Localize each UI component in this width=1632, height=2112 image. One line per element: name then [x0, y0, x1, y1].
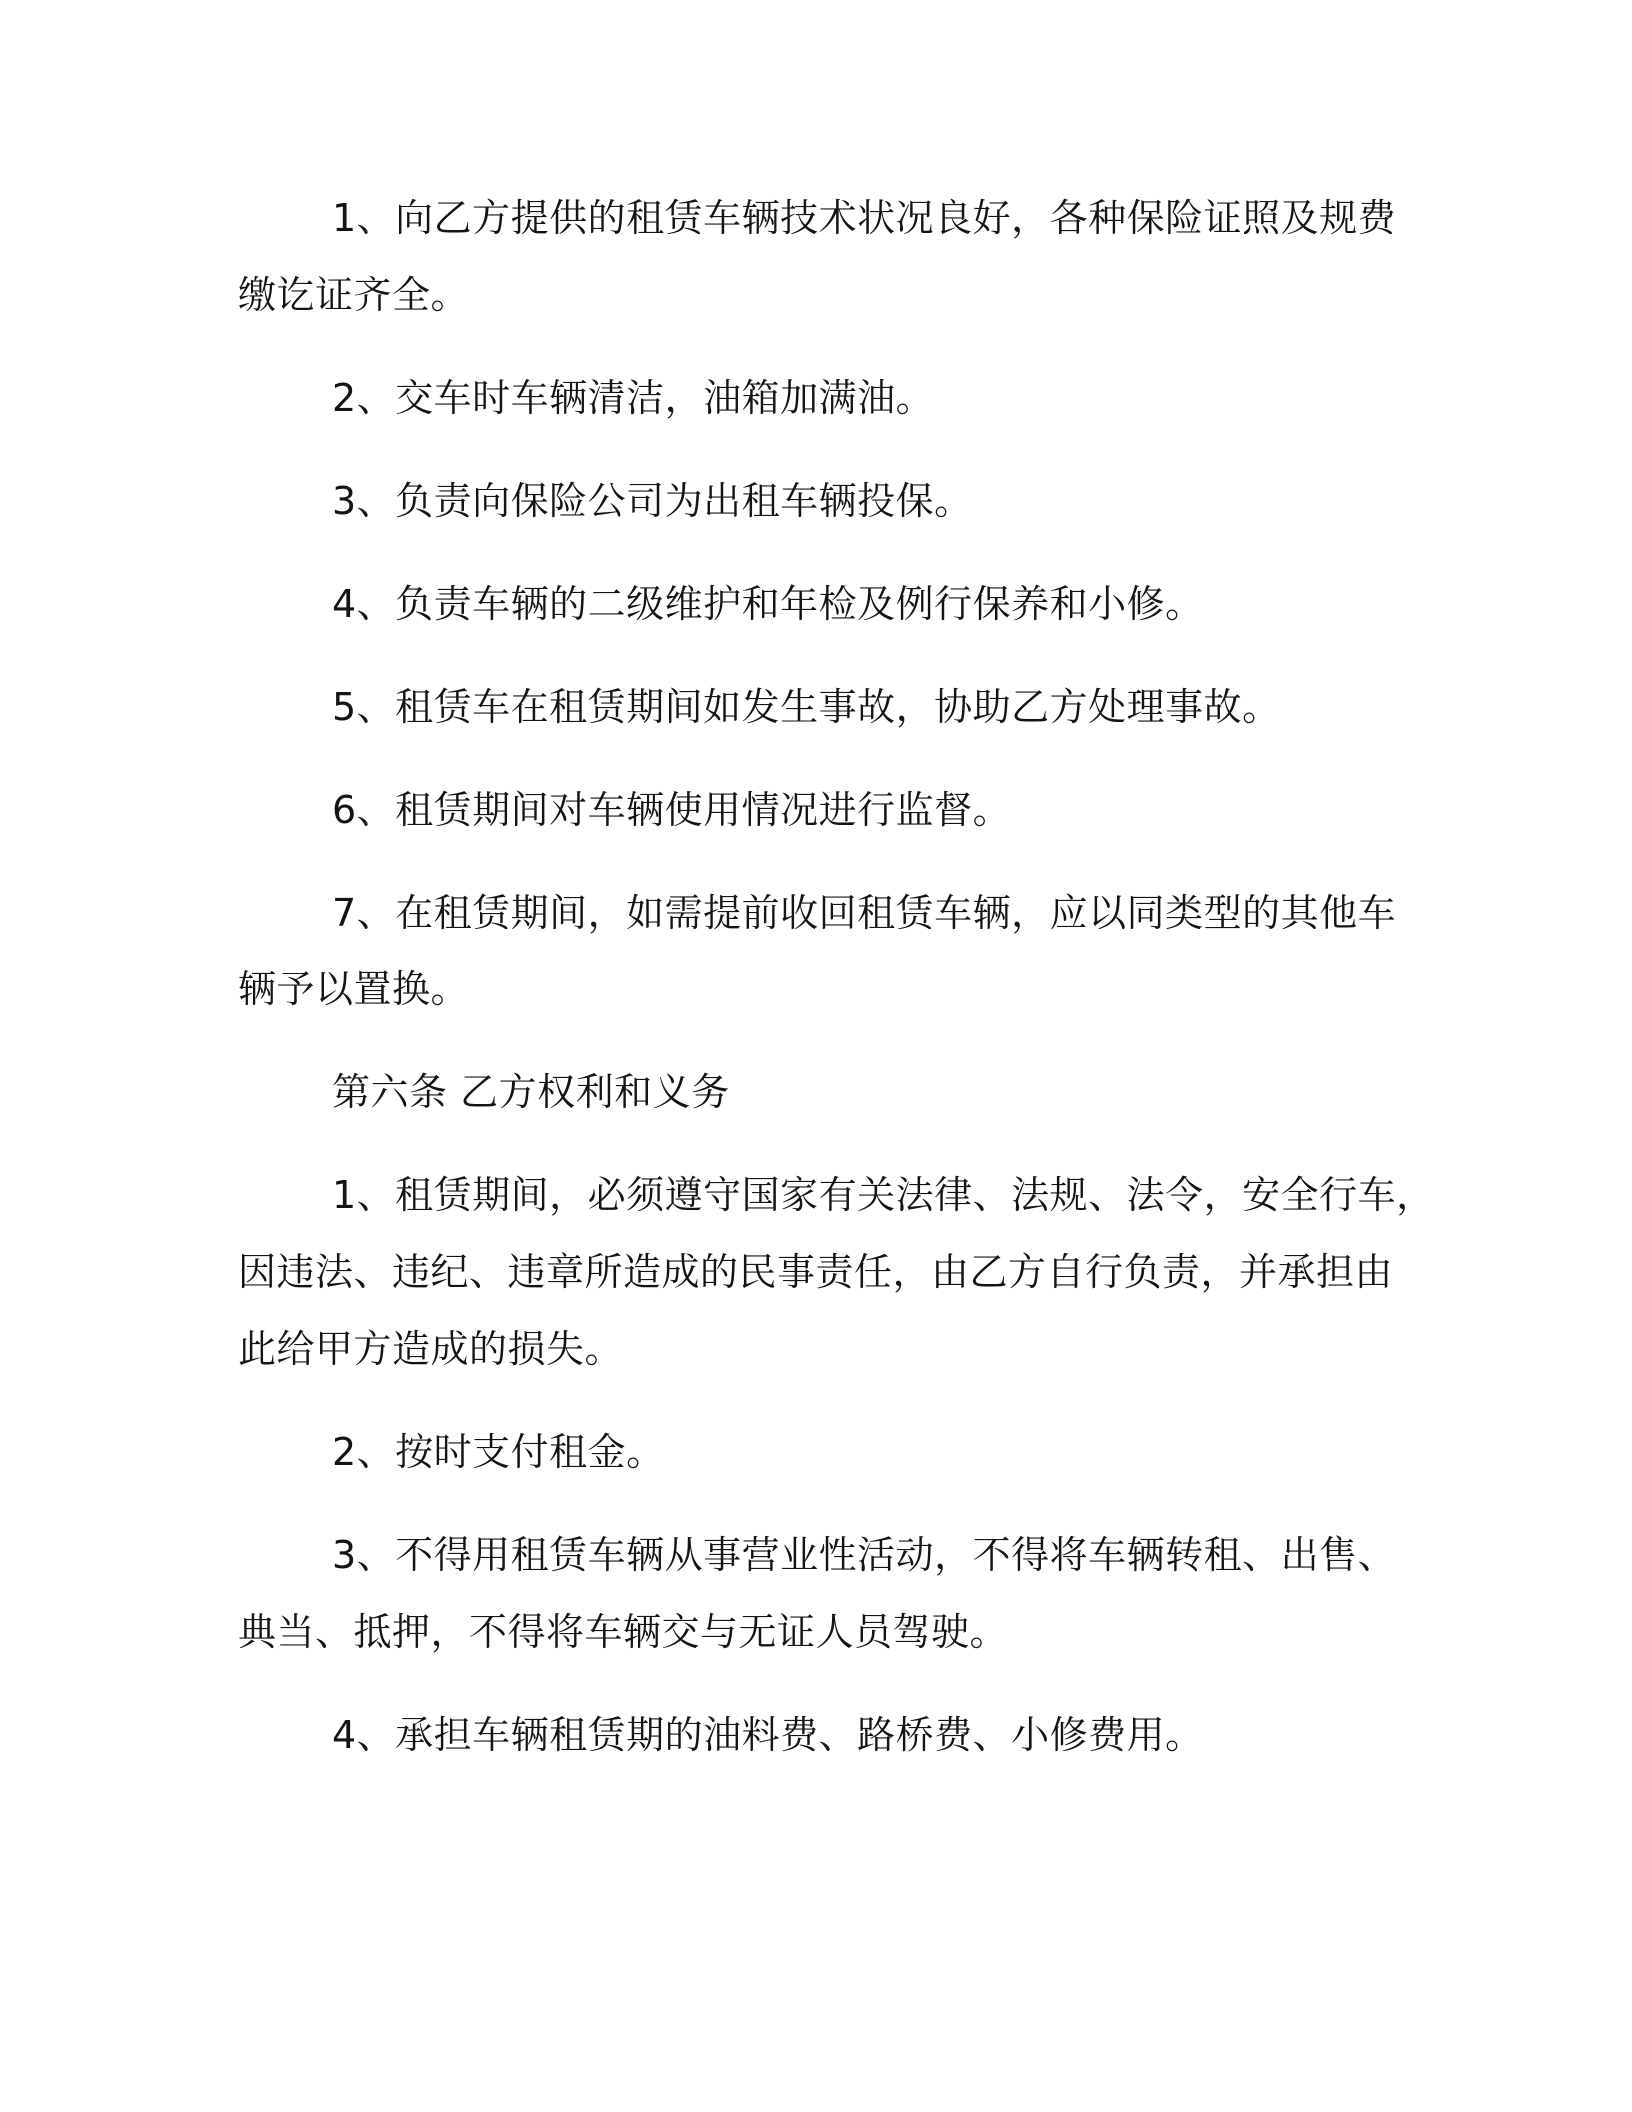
- landlord-duty-6: 6、租赁期间对车辆使用情况进行监督。: [332, 788, 1012, 832]
- landlord-duty-5: 5、租赁车在租赁期间如发生事故，协助乙方处理事故。: [332, 685, 1281, 729]
- landlord-duty-4: 4、负责车辆的二级维护和年检及例行保养和小修。: [332, 582, 1204, 626]
- tenant-duty-1-line-3: 此给甲方造成的损失。: [238, 1327, 624, 1371]
- tenant-duty-2: 2、按时支付租金。: [332, 1430, 665, 1474]
- tenant-duty-4: 4、承担车辆租赁期的油料费、路桥费、小修费用。: [332, 1713, 1204, 1757]
- tenant-duty-1-line-2: 因违法、违纪、违章所造成的民事责任，由乙方自行负责，并承担由: [238, 1250, 1394, 1294]
- landlord-duty-1-line-2: 缴讫证齐全。: [238, 273, 470, 317]
- landlord-duty-7-line-1: 7、在租赁期间，如需提前收回租赁车辆，应以同类型的其他车: [332, 891, 1397, 935]
- landlord-duty-2: 2、交车时车辆清洁，油箱加满油。: [332, 376, 935, 420]
- section-heading: 第六条 乙方权利和义务: [332, 1070, 730, 1114]
- landlord-duty-3: 3、负责向保险公司为出租车辆投保。: [332, 479, 973, 523]
- landlord-duty-7-line-2: 辆予以置换。: [238, 967, 470, 1011]
- tenant-duty-1-line-1: 1、租赁期间，必须遵守国家有关法律、法规、法令，安全行车，: [332, 1173, 1435, 1217]
- tenant-duty-3-line-2: 典当、抵押，不得将车辆交与无证人员驾驶。: [238, 1610, 1009, 1654]
- tenant-duty-3-line-1: 3、不得用租赁车辆从事营业性活动，不得将车辆转租、出售、: [332, 1533, 1397, 1577]
- landlord-duty-1-line-1: 1、向乙方提供的租赁车辆技术状况良好，各种保险证照及规费: [332, 196, 1397, 240]
